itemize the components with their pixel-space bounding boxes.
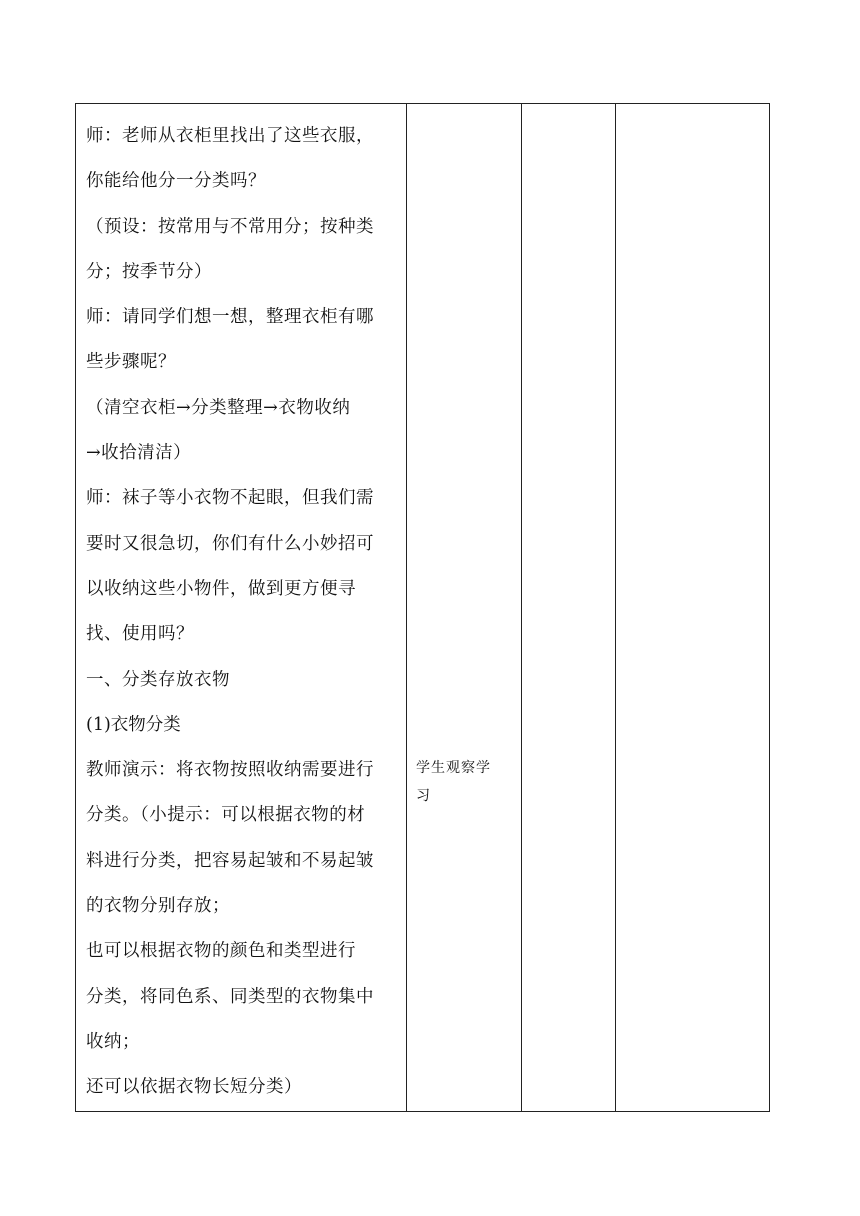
text-line: 学生观察学 (416, 760, 491, 776)
text-line: →收拾清洁） (86, 443, 192, 464)
text-line: 师：老师从衣柜里找出了这些衣服， (86, 126, 374, 146)
text-line: 料进行分类，把容易起皱和不易起皱 (86, 850, 374, 871)
text-line: （预设：按常用与不常用分；按种类 (86, 216, 374, 237)
student-activity-cell (407, 104, 522, 1112)
teacher-activity-cell (76, 104, 407, 1112)
text-line: 分类，将同色系、同类型的衣物集中 (86, 986, 374, 1007)
text-line: 师：袜子等小衣物不起眼，但我们需 (86, 488, 374, 509)
text-line: 以收纳这些小物件，做到更方便寻 (86, 578, 356, 599)
text-line: （清空衣柜→分类整理→衣物收纳 (86, 397, 351, 418)
text-line: 收纳； (86, 1031, 140, 1052)
text-line: 教师演示：将衣物按照收纳需要进行 (86, 760, 374, 781)
text-line: 习 (416, 788, 431, 804)
text-line: 的衣物分别存放； (86, 896, 230, 917)
lesson-plan-table (75, 103, 770, 1112)
text-line: 些步骤呢？ (86, 352, 176, 373)
empty-cell-4 (616, 104, 770, 1112)
text-line: 分类。（小提示：可以根据衣物的材 (86, 805, 366, 826)
text-line: 还可以依据衣物长短分类） (86, 1077, 302, 1098)
text-line: 要时又很急切，你们有什么小妙招可 (86, 533, 374, 554)
text-line: 师：请同学们想一想，整理衣柜有哪 (86, 307, 374, 328)
text-line: 找、使用吗？ (86, 624, 194, 645)
section-heading: 一、分类存放衣物 (86, 669, 230, 690)
table-row (76, 104, 770, 1112)
text-line: 分；按季节分） (86, 261, 212, 282)
empty-cell-3 (522, 104, 616, 1112)
text-line: 你能给他分一分类吗？ (86, 171, 266, 192)
subsection-heading: (1)衣物分类 (86, 714, 181, 735)
text-line: 也可以根据衣物的颜色和类型进行 (86, 941, 356, 962)
student-activity-note (416, 754, 516, 810)
